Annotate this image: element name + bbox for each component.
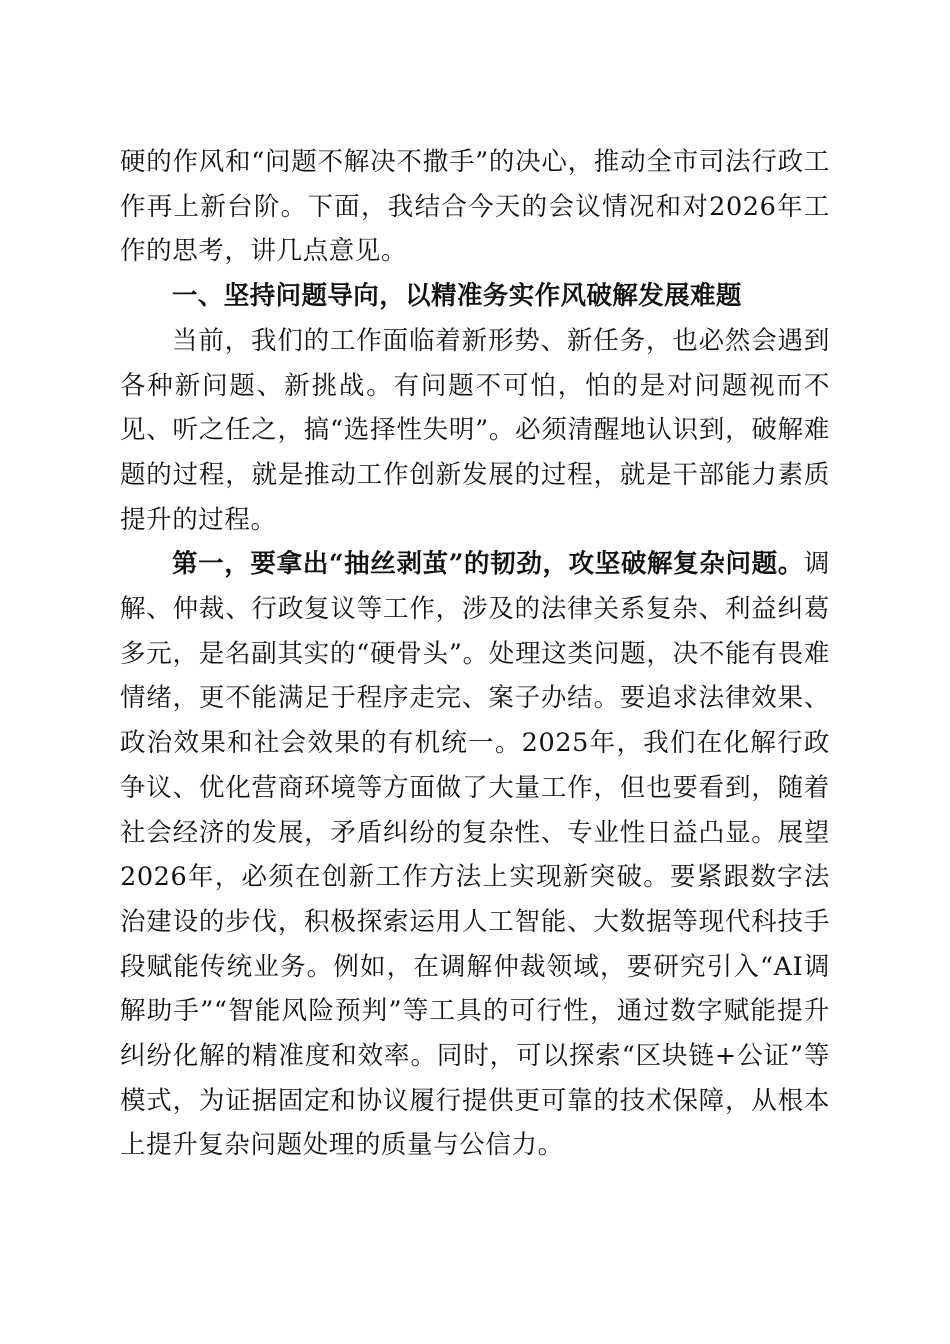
paragraph-first-point bbox=[120, 542, 830, 1168]
document-body bbox=[120, 140, 830, 1168]
first-point-lead: 第一，要拿出“抽丝剥茧”的韧劲，攻坚破解复杂问题。 bbox=[172, 549, 804, 580]
paragraph-intro: 硬的作风和“问题不解决不撒手”的决心，推动全市司法行政工作再上新台阶。下面，我结合今天的会议情况和对2026年工作的思考，讲几点意见。 bbox=[120, 147, 830, 267]
section-heading-1: 一、坚持问题导向，以精准务实作风破解发展难题 bbox=[172, 281, 742, 312]
paragraph-situation: 当前，我们的工作面临着新形势、新任务，也必然会遇到各种新问题、新挑战。有问题不可怕，怕的是对问题视而不见、听之任之，搞“选择性失明”。必须清醒地认识到，破解难题的过程，就是推动工作创新发展的过程，就是干部能力素质提升的过程。 bbox=[120, 325, 830, 535]
first-point-body: 调解、仲裁、行政复议等工作，涉及的法律关系复杂、利益纠葛多元，是名副其实的“硬骨头”。处理这类问题，决不能有畏难情绪，更不能满足于程序走完、案子办结。要追求法律效果、政治效果和社会效果的有机统一。2025年，我们在化解行政争议、优化营商环境等方面做了大量工作，但也要看到，随着社会经济的发展，矛盾纠纷的复杂性、专业性日益凸显。展望2026年，必须在创新工作方法上实现新突破。要紧跟数字法治建设的步伐，积极探索运用人工智能、大数据等现代科技手段赋能传统业务。例如，在调解仲裁领域，要研究引入“AI调解助手”“智能风险预判”等工具的可行性，通过数字赋能提升纠纷化解的精准度和效率。同时，可以探索“区块链+公证”等模式，为证据固定和协议履行提供更可靠的技术保障，从根本上提升复杂问题处理的质量与公信力。 bbox=[120, 549, 830, 1161]
